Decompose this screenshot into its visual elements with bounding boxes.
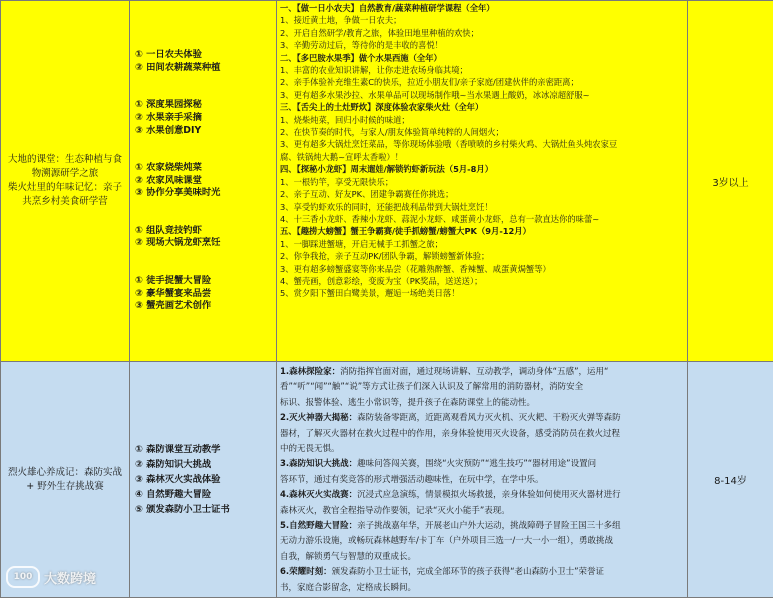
module-item: ① 组队竞技钓虾	[135, 225, 270, 238]
item-text: 答环节，通过有奖竞答的形式增强活动趣味性，在玩中学，在学中乐。	[280, 475, 544, 485]
module-item: ② 现场大锅龙虾烹饪	[135, 237, 270, 250]
module-item: ① 徒手捉蟹大冒险	[135, 275, 270, 288]
detail-line: 3、更有超多水果沙拉、水果单品可以现场制作哦~当水果遇上酸奶，冰冰凉超舒服~	[280, 89, 684, 101]
item-text: 标识、报警体验、逃生小常识等，提升孩子在森防课堂上的能动性。	[280, 398, 535, 408]
theme-line: + 野外生存挑战赛	[4, 480, 126, 494]
module-item: ③ 协作分享美味时光	[135, 187, 270, 200]
details-cell	[277, 1, 688, 362]
section-title: 一、【做一日小农夫】自然教育/蔬菜种植研学课程（全年）	[280, 2, 684, 14]
item-title: 2.灭火神器大揭秘：	[280, 413, 357, 423]
detail-line	[280, 504, 684, 519]
detail-line	[280, 365, 684, 380]
detail-line: 腐、铁锅炖大鹅~宣呼太香啦）！	[280, 151, 684, 163]
detail-line	[280, 457, 684, 472]
detail-line: 1、一根钓竿，享受无限快乐；	[280, 176, 684, 188]
item-text: 看”“听”“闻”“触”“说”等方式让孩子们深入认识及了解常用的消防器材，消防安全	[280, 382, 583, 392]
theme-line: 柴火灶里的年味记忆：亲子	[4, 181, 126, 195]
detail-line: 2、你争我抢，亲子互动PK/团队争霸，解锁螃蟹新体验；	[280, 250, 684, 262]
detail-line: 4、蟹壳画，创意彩绘，变废为宝（PK奖品，送送送）；	[280, 275, 684, 287]
detail-line: 4、十三香小龙虾、香辣小龙虾、蒜泥小龙虾、咸蛋黄小龙虾，总有一款直达你的味蕾~	[280, 213, 684, 225]
item-title: 5.自然野趣大冒险：	[280, 521, 357, 531]
module-item: ② 豪华蟹宴来品尝	[135, 288, 270, 301]
detail-line	[280, 427, 684, 442]
module-group	[135, 49, 270, 74]
program-row	[1, 1, 773, 362]
item-title: 6.荣耀时刻：	[280, 567, 332, 577]
watermark-text: 大数跨境	[44, 568, 96, 587]
item-text: 颁发森防小卫士证书，完成全部环节的孩子获得“老山森防小卫士”荣誉证	[332, 567, 604, 577]
detail-line	[280, 380, 684, 395]
module-group	[135, 275, 270, 313]
detail-line: 2、在快节奏的时代，与家人/朋友体验简单纯粹的人间烟火；	[280, 126, 684, 138]
detail-line	[280, 550, 684, 565]
module-item: ③ 水果创意DIY	[135, 125, 270, 138]
module-item: ① 一日农夫体验	[135, 49, 270, 62]
theme-line: 大地的课堂：生态种植与食	[4, 153, 126, 167]
detail-line: 3、更有超多螃蟹盛宴等你来品尝（花雕熟醉蟹、香辣蟹、咸蛋黄焗蟹等）	[280, 263, 684, 275]
age-cell: 8-14岁	[688, 362, 773, 598]
detail-line: 3、更有超多大锅灶烹饪菜品，等你现场体验哦（香喷喷的乡村柴火鸡、大锅灶鱼头炖农家豆	[280, 138, 684, 150]
detail-line	[280, 519, 684, 534]
theme-cell	[1, 1, 130, 362]
detail-line: 1、一脚踩进蟹塘，开启无械手工抓蟹之旅；	[280, 238, 684, 250]
item-text: 自我，解锁勇气与智慧的双重成长。	[280, 552, 416, 562]
watermark-logo: 100	[6, 566, 40, 588]
detail-line: 3、享受钓虾欢乐的同时，还能把战利品带到大锅灶烹饪！	[280, 201, 684, 213]
detail-line: 1、丰富的农业知识讲解，让你走进农场身临其境；	[280, 64, 684, 76]
detail-line	[280, 565, 684, 580]
detail-line: 5、赏夕阳下蟹田白鹭美景，邂逅一场绝美日落！	[280, 287, 684, 299]
module-group	[135, 225, 270, 250]
module-item: ① 森防课堂互动教学	[135, 442, 270, 457]
modules-cell	[130, 362, 277, 598]
theme-line: 烈火雄心养成记：森防实战	[4, 466, 126, 480]
detail-line	[280, 581, 684, 596]
theme-cell	[1, 362, 130, 598]
theme-line: 共烹乡村美食研学营	[4, 195, 126, 209]
module-item: ③ 蟹壳画艺术创作	[135, 300, 270, 313]
detail-line	[280, 442, 684, 457]
program-row	[1, 362, 773, 598]
item-text: 消防指挥官面对面，通过现场讲解、互动教学，调动身体“五感”，运用“	[340, 367, 608, 377]
module-group	[135, 162, 270, 200]
item-text: 沉浸式应急演练，情景模拟火场救援，亲身体验如何使用灭火器材进行	[357, 490, 621, 500]
module-item: ⑤ 颁发森防小卫士证书	[135, 502, 270, 517]
section-title: 五、【趣捞大螃蟹】蟹王争霸赛/徒手抓螃蟹/螃蟹大PK（9月-12月）	[280, 225, 684, 237]
theme-line: 物溯源研学之旅	[4, 167, 126, 181]
detail-line	[280, 473, 684, 488]
module-item: ② 田间农耕蔬菜种植	[135, 62, 270, 75]
module-item: ① 深度果园探秘	[135, 99, 270, 112]
module-item: ① 农家烧柴炖菜	[135, 162, 270, 175]
item-title: 3.森防知识大挑战：	[280, 459, 357, 469]
item-text: 书，家庭合影留念，定格成长瞬间。	[280, 583, 416, 593]
item-text: 中的无畏无惧。	[280, 444, 340, 454]
details-cell	[277, 362, 688, 598]
item-text: 亲子挑战嘉年华，开展老山户外大运动，挑战障碍子冒险王国三十多组	[357, 521, 621, 531]
age-cell: 3岁以上	[688, 1, 773, 362]
module-item: ③ 森林灭火实战体验	[135, 472, 270, 487]
module-item: ② 农家风味课堂	[135, 175, 270, 188]
detail-line	[280, 396, 684, 411]
module-item: ④ 自然野趣大冒险	[135, 487, 270, 502]
detail-line	[280, 488, 684, 503]
detail-line: 2、亲子互动、好友PK、团建争霸赛任你挑选；	[280, 188, 684, 200]
detail-line: 2、开启自然研学/教育之旅，体验田地里种植的欢快；	[280, 27, 684, 39]
module-item: ② 水果亲手采摘	[135, 112, 270, 125]
detail-line: 2、亲手体验补充维生素C的快乐，拉近小朋友们/亲子家庭/团建伙伴的亲密距离；	[280, 76, 684, 88]
detail-line	[280, 411, 684, 426]
detail-line	[280, 534, 684, 549]
item-text: 无动力游乐设施，或畅玩森林越野车/卡丁车（户外项目三选一/一大一小一组），勇敢挑战	[280, 536, 613, 546]
item-text: 森防装备零距离，近距离观看风力灭火机、灭火耙、干粉灭火弹等森防	[357, 413, 621, 423]
detail-line: 3、辛勤劳动过后，等待你的是丰收的喜悦！	[280, 39, 684, 51]
item-title: 1.森林探险家：	[280, 367, 340, 377]
section-title: 四、【探秘小龙虾】周末遛娃/解锁钓虾新玩法（5月-8月）	[280, 163, 684, 175]
module-group	[135, 442, 270, 517]
item-text: 趣味问答闯关赛，围绕“火灾预防”“逃生技巧”“器材用途”设置问	[357, 459, 596, 469]
item-text: 器材，了解灭火器材在救火过程中的作用，亲身体验使用灭火设备，感受消防员在救火过程	[280, 429, 620, 439]
item-text: 森林灭火，教官全程指导动作要领，记录“灭火小能手”表现。	[280, 506, 510, 516]
module-item: ② 森防知识大挑战	[135, 457, 270, 472]
detail-line: 1、接近黄土地，争做一日农夫；	[280, 14, 684, 26]
section-title: 三、【舌尖上的土灶野炊】深度体验农家柴火灶（全年）	[280, 101, 684, 113]
modules-cell	[130, 1, 277, 362]
watermark	[6, 566, 96, 588]
module-group	[135, 99, 270, 137]
item-title: 4.森林灭火实战赛：	[280, 490, 357, 500]
section-title: 二、【多巴胺水果季】做个水果西施（全年）	[280, 52, 684, 64]
detail-line: 1、烧柴炖菜，回归小时候的味道；	[280, 114, 684, 126]
